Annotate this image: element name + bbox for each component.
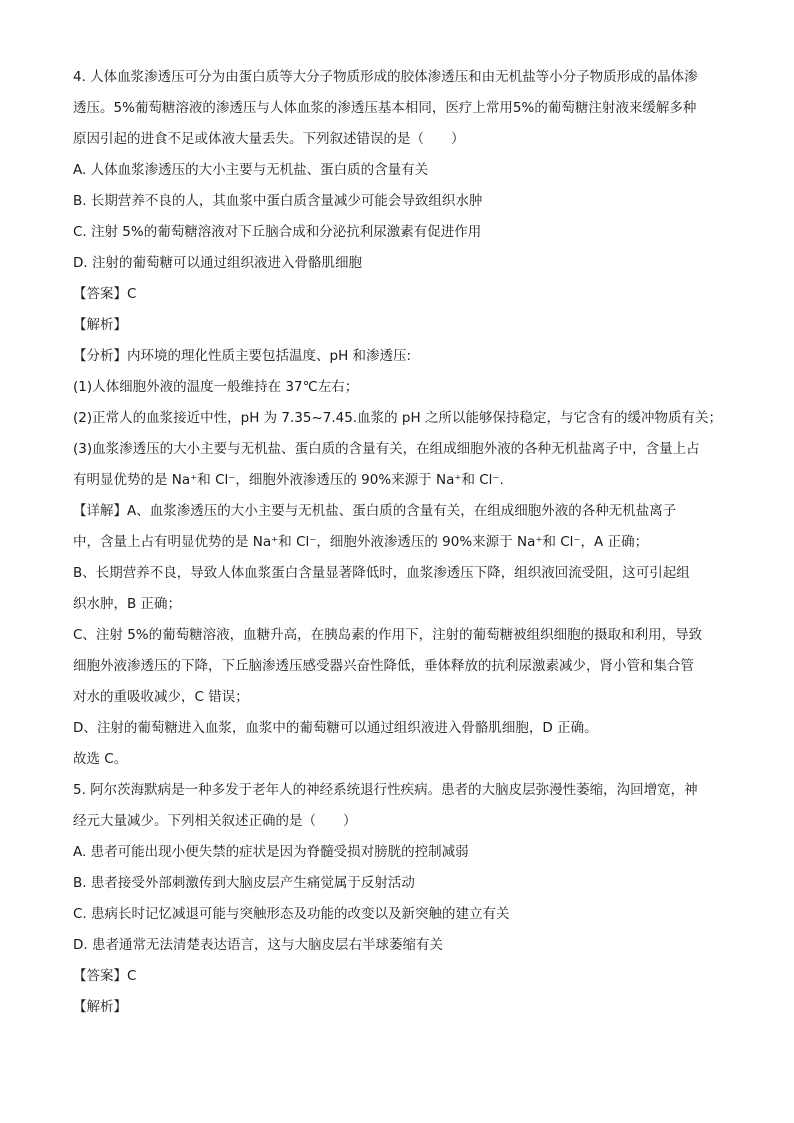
question-4-option-a: A. 人体血浆渗透压的大小主要与无机盐、蛋白质的含量有关 xyxy=(73,162,429,178)
question-5-answer: 【答案】C xyxy=(73,968,137,984)
question-4-option-c: C. 注射 5%的葡萄糖溶液对下丘脑合成和分泌抗利尿激素有促进作用 xyxy=(73,224,482,240)
question-4-explanation-line: 有明显优势的是 Na⁺和 Cl⁻，细胞外液渗透压的 90%来源于 Na⁺和 Cl⁻. xyxy=(73,472,504,488)
question-4-explanation-line: 【分析】内环境的理化性质主要包括温度、pH 和渗透压: xyxy=(73,348,412,364)
question-4-option-b: B. 长期营养不良的人，其血浆中蛋白质含量减少可能会导致组织水肿 xyxy=(73,193,483,209)
question-5-stem-line: 5. 阿尔茨海默病是一种多发于老年人的神经系统退行性疾病。患者的大脑皮层弥漫性萎缩，沟回增宽，神 xyxy=(73,782,698,798)
question-4-explanation-line: B、长期营养不良，导致人体血浆蛋白含量显著降低时，血浆渗透压下降，组织液回流受阻，这可引起组 xyxy=(73,565,690,581)
question-5-stem-line: 经元大量减少。下列相关叙述正确的是（ ） xyxy=(73,813,357,829)
document-page xyxy=(73,62,723,1023)
question-5-analysis-label: 【解析】 xyxy=(73,999,127,1015)
question-4-explanation-line: 故选 C。 xyxy=(73,751,128,767)
question-4-stem-line: 原因引起的进食不足或体液大量丢失。下列叙述错误的是（ ） xyxy=(73,131,465,147)
question-5 xyxy=(73,775,723,1023)
question-4-explanation-line: 细胞外液渗透压的下降，下丘脑渗透压感受器兴奋性降低，垂体释放的抗利尿激素减少，肾小管和集合管 xyxy=(73,658,694,674)
question-4-answer: 【答案】C xyxy=(73,286,137,302)
question-5-option-b: B. 患者接受外部刺激传到大脑皮层产生痛觉属于反射活动 xyxy=(73,875,415,891)
question-4-analysis-label: 【解析】 xyxy=(73,317,127,333)
question-5-option-a: A. 患者可能出现小便失禁的症状是因为脊髓受损对膀胱的控制减弱 xyxy=(73,844,469,860)
question-4-explanation-line: 织水肿，B 正确； xyxy=(73,596,182,612)
question-4-stem-line: 4. 人体血浆渗透压可分为由蛋白质等大分子物质形成的胶体渗透压和由无机盐等小分子物质形成的晶体渗 xyxy=(73,69,698,85)
question-4-explanation-line: C、注射 5%的葡萄糖溶液，血糖升高，在胰岛素的作用下，注射的葡萄糖被组织细胞的摄取和利用，导致 xyxy=(73,627,703,643)
question-4-explanation-line: 对水的重吸收减少，C 错误； xyxy=(73,689,249,705)
question-4-explanation-line: (2)正常人的血浆接近中性，pH 为 7.35~7.45.血浆的 pH 之所以能够保持稳定，与它含有的缓冲物质有关； xyxy=(73,410,722,426)
question-5-option-c: C. 患病长时记忆减退可能与突触形态及功能的改变以及新突触的建立有关 xyxy=(73,906,510,922)
question-5-option-d: D. 患者通常无法清楚表达语言，这与大脑皮层右半球萎缩有关 xyxy=(73,937,443,953)
question-4-explanation-line: D、注射的葡萄糖进入血浆，血浆中的葡萄糖可以通过组织液进入骨骼肌细胞，D 正确。 xyxy=(73,720,598,736)
question-4-explanation-line: (1)人体细胞外液的温度一般维持在 37℃左右； xyxy=(73,379,359,395)
question-4-stem-line: 透压。5%葡萄糖溶液的渗透压与人体血浆的渗透压基本相同，医疗上常用5%的葡萄糖注射液来缓解多种 xyxy=(73,100,697,116)
question-4-explanation-line: 中，含量上占有明显优势的是 Na⁺和 Cl⁻，细胞外液渗透压的 90%来源于 Na⁺和 Cl⁻，A 正确； xyxy=(73,534,649,550)
question-4-explanation-line: 【详解】A、血浆渗透压的大小主要与无机盐、蛋白质的含量有关，在组成细胞外液的各种无机盐离子 xyxy=(73,503,677,519)
question-4-option-d: D. 注射的葡萄糖可以通过组织液进入骨骼肌细胞 xyxy=(73,255,362,271)
question-4-explanation-line: (3)血浆渗透压的大小主要与无机盐、蛋白质的含量有关，在组成细胞外液的各种无机盐离子中，含量上占 xyxy=(73,441,700,457)
question-4 xyxy=(73,62,723,775)
